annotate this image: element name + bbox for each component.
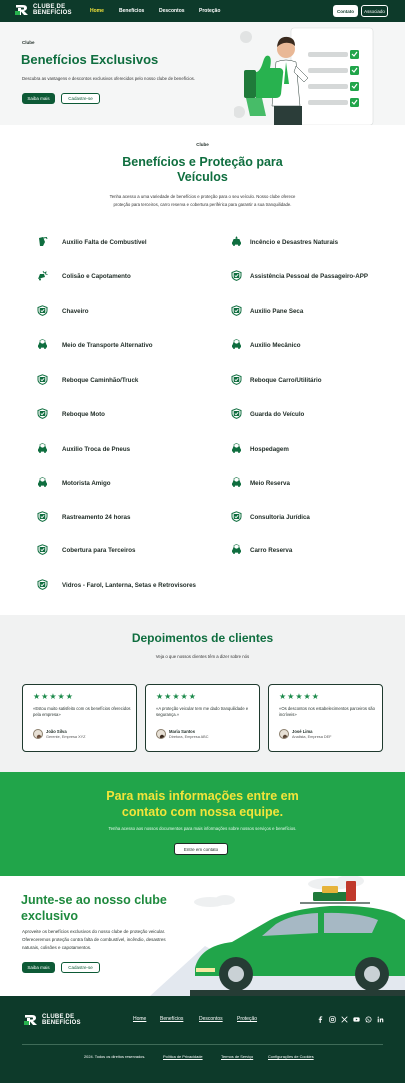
instagram-icon[interactable] [329, 1016, 336, 1023]
shield-check-icon [37, 408, 48, 419]
car-fire-icon [231, 236, 242, 247]
testimonial-quote: «Os descontos nos estabelecimentos parceiros são incríveis» [279, 706, 375, 717]
nav-discounts[interactable]: Descontos [159, 8, 185, 14]
testimonials-title: Depoimentos de clientes [131, 631, 274, 645]
join-learn-more-button[interactable]: Saiba mais [22, 962, 55, 973]
youtube-icon[interactable] [353, 1016, 360, 1023]
join-title [21, 892, 167, 924]
benefit-vidros-farol-lanterna-setas-e-retrovisores: Vidros - Farol, Lanterna, Setas e Retrovisores [62, 581, 196, 589]
benefits-title [0, 155, 405, 185]
benefit-auxilio-mecanico: Auxilio Mecânico [250, 341, 301, 349]
facebook-icon[interactable] [317, 1016, 324, 1023]
cta-title-line-2: contato com nossa equipe. [121, 805, 284, 819]
shield-check-icon [231, 511, 242, 522]
fuel-pump-icon [37, 236, 48, 247]
testimonial-card [22, 684, 137, 752]
benefit-auxilio-pane-seca: Auxilio Pane Seca [250, 307, 304, 315]
nav-home[interactable]: Home [90, 8, 104, 14]
benefit-assistencia-pessoal-de-passageiro-app: Assistência Pessoal de Passageiro-APP [250, 272, 368, 280]
testimonial-card [268, 684, 383, 752]
benefit-meio-reserva: Meio Reserva [250, 479, 290, 487]
decor-circle [240, 31, 252, 43]
shield-check-icon [37, 374, 48, 385]
cookie-settings-link[interactable]: Configurações de Cookies [268, 1054, 314, 1059]
join-description [22, 928, 198, 952]
join-description-line-1: Aproveite os benefícios exclusivos do nosso clube de proteção veicular. [22, 929, 166, 934]
benefit-incencio-e-desastres-naturais: Incêncio e Desastres Naturais [250, 238, 339, 246]
logo-mark-icon [24, 1013, 39, 1026]
cta-title [0, 788, 405, 820]
benefit-guarda-do-veiculo: Guarda do Veículo [250, 410, 305, 418]
nav-benefits[interactable]: Benefícios [119, 8, 145, 14]
car-icon [37, 477, 48, 488]
benefit-carro-reserva: Carro Reserva [250, 546, 293, 554]
contact-us-button[interactable]: Entre em contato [174, 843, 228, 855]
benefit-consultoria-juridica: Consultoria Jurídica [250, 513, 310, 521]
benefits-title-line-1: Benefícios e Proteção para [122, 155, 283, 169]
join-description-line-3: naturais, colisões e capotamentos. [22, 945, 92, 950]
footer-logo[interactable] [24, 1013, 81, 1026]
footer-link-home[interactable]: Home [133, 1016, 147, 1022]
benefit-colisao-e-capotamento: Colisão e Capotamento [62, 272, 131, 280]
hero-illustration [234, 22, 384, 125]
shield-check-icon [231, 270, 242, 281]
benefits-description [0, 193, 405, 208]
benefit-cobertura-para-terceiros: Cobertura para Terceiros [62, 546, 136, 554]
benefits-title-line-2: Veículos [177, 170, 228, 184]
cta-title-line-1: Para mais informações entre em [106, 789, 299, 803]
shield-check-icon [37, 305, 48, 316]
avatar [279, 729, 289, 739]
testimonial-name: José Lima [292, 729, 313, 734]
hero-signup-button[interactable]: Cadastre-se [61, 93, 100, 104]
shield-check-icon [231, 408, 242, 419]
whatsapp-icon[interactable] [365, 1016, 372, 1023]
footer-divider [22, 1044, 383, 1045]
testimonial-role: Analista, Empresa DEF [292, 735, 332, 739]
join-title-line-2: exclusivo [21, 909, 78, 923]
footer-link-discounts[interactable]: Descontos [199, 1016, 223, 1022]
benefit-auxilio-falta-de-combustivel: Auxilio Falta de Combustível [62, 238, 147, 246]
avatar [156, 729, 166, 739]
benefit-reboque-carro-utilitario: Reboque Carro/Utilitário [250, 376, 322, 384]
terms-of-service-link[interactable]: Termos de Serviço [221, 1054, 254, 1059]
benefits-eyebrow: Clube [196, 142, 209, 147]
contact-button[interactable]: Contato [333, 5, 358, 17]
member-button[interactable]: Associado [361, 5, 388, 17]
car-icon [231, 443, 242, 454]
benefit-meio-de-transporte-alternativo: Meio de Transporte Alternativo [62, 341, 153, 349]
car-icon [37, 339, 48, 350]
join-section [0, 876, 405, 996]
site-footer [0, 996, 405, 1083]
benefit-hospedagem: Hospedagem [250, 445, 289, 453]
contact-cta-section [0, 772, 405, 876]
testimonial-role: Gerente, Empresa XYZ [46, 735, 86, 739]
car-icon [231, 544, 242, 555]
benefit-auxilio-troca-de-pneus: Auxilio Troca de Pneus [62, 445, 131, 453]
hero-description: Descubra as vantagens e descontos exclusivos oferecidos pelo nosso clube de benefícios. [22, 76, 195, 81]
rating-stars: ★★★★★ [279, 692, 320, 701]
shield-check-icon [37, 544, 48, 555]
car-crash-icon [37, 270, 48, 281]
car-icon [231, 339, 242, 350]
rating-stars: ★★★★★ [33, 692, 74, 701]
linkedin-icon[interactable] [377, 1016, 384, 1023]
avatar [33, 729, 43, 739]
benefit-chaveiro: Chaveiro [62, 307, 89, 315]
testimonial-name: Maria Santos [169, 729, 196, 734]
logo[interactable] [15, 3, 72, 16]
testimonial-card [145, 684, 260, 752]
testimonial-quote: «A proteção veicular tem me dado tranquilidade e segurança.» [156, 706, 249, 717]
join-signup-button[interactable]: Cadastre-se [61, 962, 100, 973]
join-description-line-2: Ofereceremos proteção contra falta de combustível, incêndio, desastres [22, 937, 166, 942]
rating-stars: ★★★★★ [156, 692, 197, 701]
benefit-reboque-caminhao-truck: Reboque Caminhão/Truck [62, 376, 139, 384]
decor-circle [234, 106, 245, 118]
join-title-line-1: Junte-se ao nosso clube [21, 893, 167, 907]
footer-logo-line-1: CLUBE DE [42, 1013, 75, 1020]
benefits-description-line-2: proteção para terceiros, carro reserva e cobertura periférica para garantir a sua tranquilidade. [113, 201, 292, 207]
shield-check-icon [231, 305, 242, 316]
hero-title: Benefícios Exclusivos [21, 52, 159, 67]
shield-check-icon [231, 374, 242, 385]
nav-protection[interactable]: Proteção [199, 8, 221, 14]
benefit-motorista-amigo: Motorista Amigo [62, 479, 111, 487]
testimonial-quote: «Estou muito satisfeito com os benefícios oferecidos pela empresa» [33, 706, 131, 717]
hero-section [0, 22, 405, 125]
footer-link-benefits[interactable]: Benefícios [160, 1016, 184, 1022]
cta-description: Tenha acesso aos nossos documentos para mais informações sobre nossos serviços e benefícios. [108, 826, 297, 831]
testimonials-subtitle: Veja o que nossos clientes têm a dizer sobre nós [155, 654, 250, 659]
testimonial-name: João Silva [46, 729, 67, 734]
footer-link-protection[interactable]: Proteção [237, 1016, 258, 1022]
benefit-reboque-moto: Reboque Moto [62, 410, 105, 418]
shield-check-icon [37, 511, 48, 522]
hero-eyebrow: Clube [22, 40, 35, 45]
site-header [0, 0, 405, 22]
hero-learn-more-button[interactable]: Saiba mais [22, 93, 55, 104]
benefit-rastreamento-24-horas: Rastreamento 24 horas [62, 513, 131, 521]
privacy-policy-link[interactable]: Política de Privacidade [163, 1054, 203, 1059]
logo-line-2: BENEFÍCIOS [33, 9, 72, 16]
logo-line-1: CLUBE DE [33, 3, 66, 10]
logo-mark-icon [15, 3, 30, 16]
x-icon[interactable] [341, 1016, 348, 1023]
shield-check-icon [37, 579, 48, 590]
testimonial-role: Diretora, Empresa ABC [169, 735, 209, 739]
benefits-description-line-1: Tenha acesso a uma variedade de benefícios e proteção para o seu veículo. Nosso clube oferece [109, 194, 296, 199]
footer-logo-line-2: BENEFÍCIOS [42, 1019, 81, 1026]
car-icon [231, 477, 242, 488]
footer-copyright: 2024. Todos os direitos reservados. [84, 1054, 146, 1059]
car-icon [37, 443, 48, 454]
